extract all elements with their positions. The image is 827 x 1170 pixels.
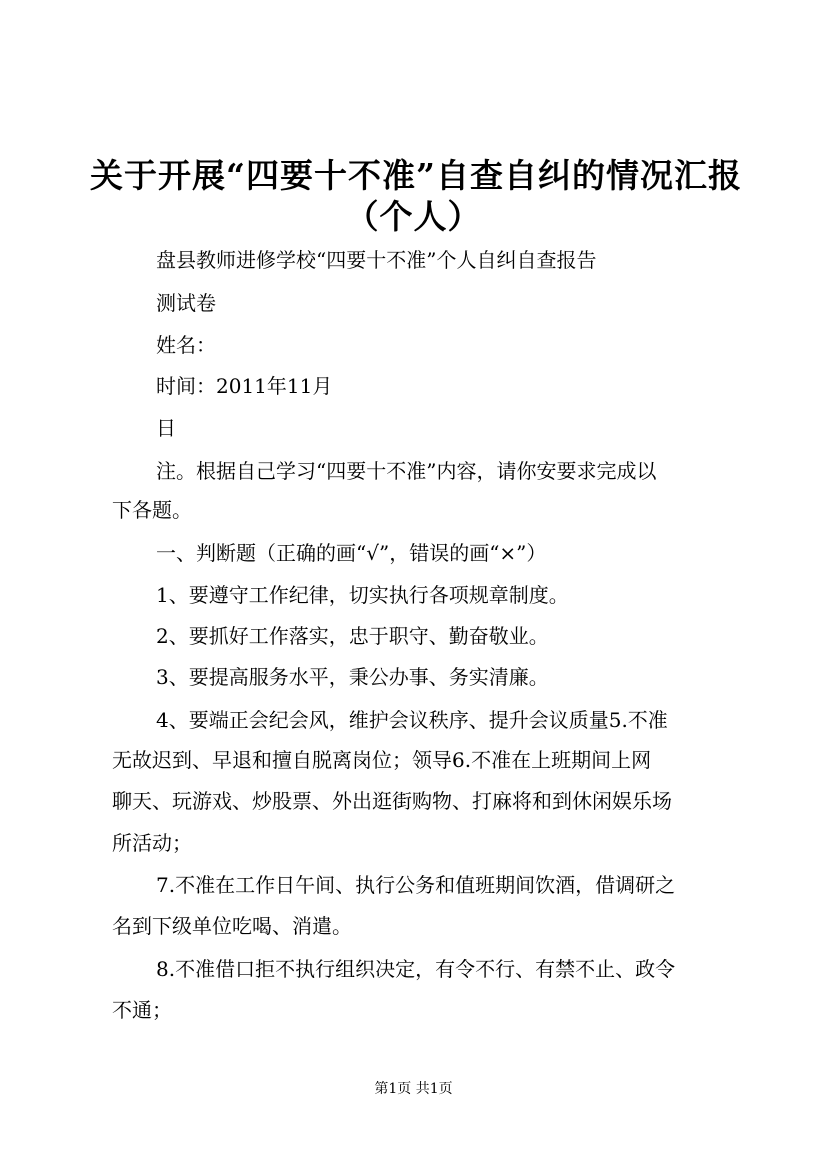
paragraph-line: 日 [156, 416, 176, 440]
paragraph-line: 3、要提高服务水平，秉公办事、务实清廉。 [156, 665, 549, 689]
paragraph-line: 盘县教师进修学校“四要十不准”个人自纠自查报告 [156, 248, 597, 272]
paragraph-line: 1、要遵守工作纪律，切实执行各项规章制度。 [156, 583, 569, 607]
page-number: 第1页 共1页 [374, 1081, 453, 1097]
paragraph-line: 无故迟到、早退和擅自脱离岗位；领导6.不准在上班期间上网 [112, 748, 652, 772]
paragraph-line: 2、要抓好工作落实，忠于职守、勤奋敬业。 [156, 624, 549, 648]
paragraph-line: 所活动； [112, 831, 192, 855]
paragraph-line: 测试卷 [156, 291, 216, 315]
paragraph-line: 一、判断题（正确的画“√”，错误的画“×”） [156, 541, 547, 565]
paragraph-line: 姓名： [156, 333, 216, 357]
paragraph-line: 8.不准借口拒不执行组织决定，有令不行、有禁不止、政令 [156, 957, 676, 981]
paragraph-line: 下各题。 [112, 498, 192, 522]
document-subtitle: （个人） [345, 197, 482, 236]
paragraph-line: 7.不准在工作日午间、执行公务和值班期间饮酒，借调研之 [156, 873, 676, 897]
paragraph-line: 时间：2011年11月 [156, 374, 333, 398]
document-title: 关于开展“四要十不准”自查自纠的情况汇报 [90, 156, 742, 195]
paragraph-line: 不通； [112, 998, 172, 1022]
paragraph-line: 名到下级单位吃喝、消遣。 [112, 914, 352, 938]
paragraph-line: 聊天、玩游戏、炒股票、外出逛街购物、打麻将和到休闲娱乐场 [112, 789, 672, 813]
paragraph-line: 注。根据自己学习“四要十不准”内容，请你安要求完成以 [156, 459, 657, 483]
paragraph-line: 4、要端正会纪会风，维护会议秩序、提升会议质量5.不准 [156, 708, 668, 732]
